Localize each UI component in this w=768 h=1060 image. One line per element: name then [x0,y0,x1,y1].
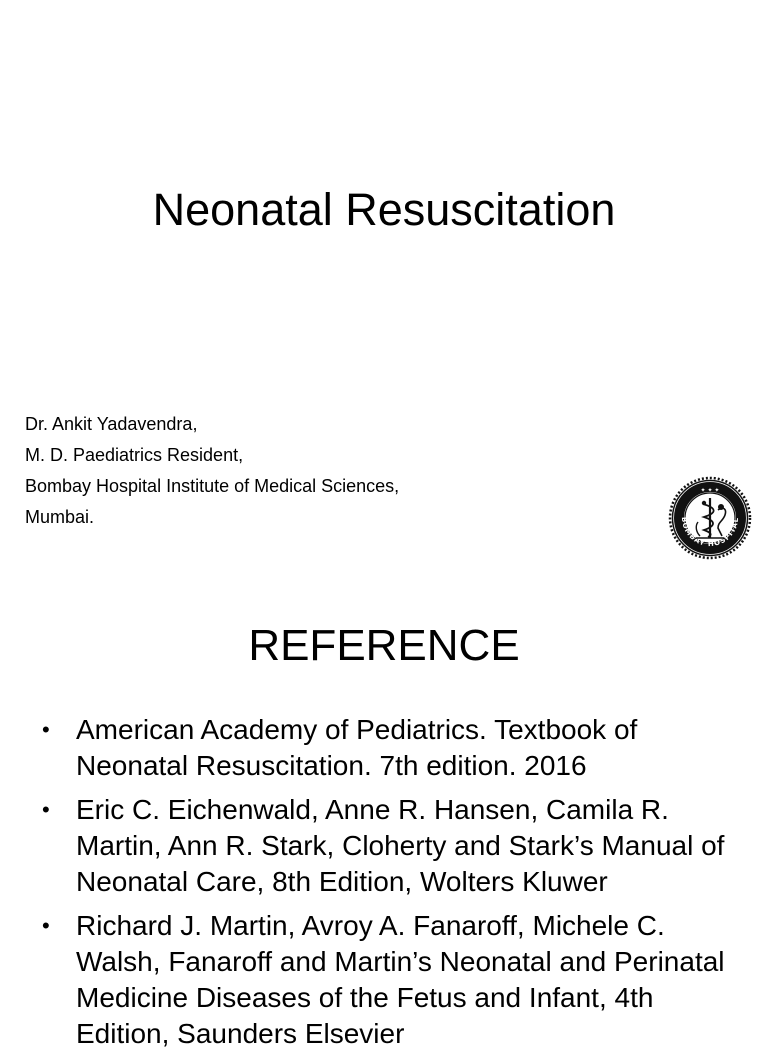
author-institution: Bombay Hospital Institute of Medical Sciences, [25,476,400,496]
reference-text: American Academy of Pediatrics. Textbook of Neonatal Resuscitation. 7th edition. 2016 [76,714,638,781]
author-block [25,409,399,533]
bullet-icon: • [42,797,50,822]
bullet-icon: • [42,913,50,938]
reference-list [40,712,730,1060]
list-item [40,792,730,900]
list-item [40,712,730,784]
svg-text:BOMBAY HOSPITAL: BOMBAY HOSPITAL [679,516,741,549]
bombay-hospital-seal-icon [668,476,752,560]
reference-text: Richard J. Martin, Avroy A. Fanaroff, Michele C. Walsh, Fanaroff and Martin’s Neonatal and Perinatal Medicine Diseases of the Fetus and Infant, 4th Edition, Saunders Elsevier [76,910,725,1049]
author-name: Dr. Ankit Yadavendra, [25,414,198,434]
svg-text:✦ ✦ ✦: ✦ ✦ ✦ [700,487,720,494]
reference-text: Eric C. Eichenwald, Anne R. Hansen, Camila R. Martin, Ann R. Stark, Cloherty and Stark’s Manual of Neonatal Care, 8th Edition, Wolters Kluwer [76,794,725,897]
reference-heading: REFERENCE [248,621,520,670]
bullet-icon: • [42,717,50,742]
list-item [40,908,730,1052]
author-city: Mumbai. [25,507,95,527]
reference-slide [0,576,768,1049]
author-position: M. D. Paediatrics Resident, [25,445,244,465]
presentation-title: Neonatal Resuscitation [152,184,616,235]
